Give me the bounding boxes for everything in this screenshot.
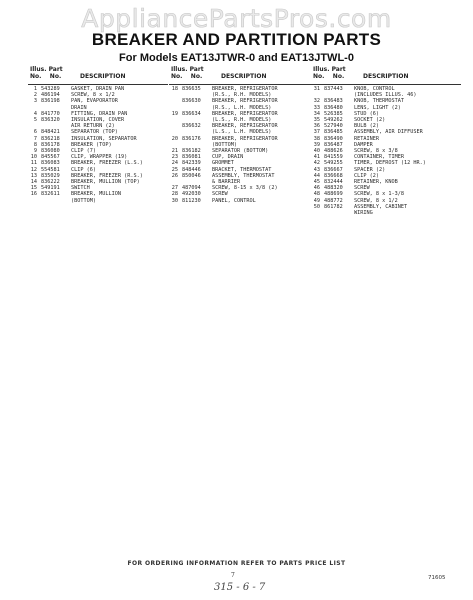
column-header [28, 64, 168, 84]
part-description: BREAKER, FREEZER (L.S.) [71, 160, 143, 167]
handwritten-note: 315 - 6 - 7 [214, 582, 266, 593]
parts-row [169, 198, 311, 204]
part-number: 549262 [324, 117, 343, 124]
part-number: 848421 [41, 129, 60, 136]
illus-part-label: Illus. Part [313, 66, 346, 73]
illus-number: 45 [313, 179, 320, 186]
illus-number: 38 [313, 135, 320, 142]
illus-part-label: Illus. Part [171, 66, 204, 73]
parts-column-1 [28, 64, 168, 204]
part-number [320, 210, 354, 216]
part-description: & BARRIER [212, 179, 241, 186]
illus-number: 49 [313, 197, 320, 204]
illus-number [28, 198, 37, 204]
part-description: SCREW, 8 x 1/2 [71, 92, 115, 99]
part-number: 836176 [182, 135, 201, 142]
illus-number: 46 [313, 185, 320, 192]
part-description: GROMMET [212, 160, 234, 167]
part-number: 836218 [41, 135, 60, 142]
part-description: RETAINER, KNOB [354, 179, 398, 186]
illus-number: 41 [313, 154, 320, 161]
description-label: DESCRIPTION [221, 73, 267, 80]
illus-number [311, 210, 320, 216]
illus-number: 42 [313, 160, 320, 167]
part-number: 487094 [182, 185, 201, 192]
part-number: 841770 [41, 110, 60, 117]
parts-list [28, 85, 168, 204]
description-label: DESCRIPTION [80, 73, 126, 80]
part-description: (L.S., L.H. MODELS) [212, 129, 272, 136]
illus-number: 15 [30, 185, 37, 192]
illus-number: 12 [30, 166, 37, 173]
part-description: ASSEMBLY, CABINET [354, 203, 408, 210]
part-number: 836634 [182, 110, 201, 117]
part-number: 837443 [324, 86, 343, 92]
part-number: 836182 [182, 148, 201, 155]
part-number: 836490 [324, 135, 343, 142]
part-description: AIR RETURN (2) [71, 123, 115, 130]
illus-number: 18 [171, 86, 178, 92]
part-number: 527940 [324, 123, 343, 130]
illus-number: 34 [313, 110, 320, 117]
part-description: BREAKER, MULLION [71, 191, 121, 198]
part-number: 850046 [182, 172, 201, 179]
part-number: 832444 [324, 179, 343, 186]
part-description: CLIP (6) [71, 166, 96, 173]
parts-row [28, 198, 168, 204]
illus-number: 1 [33, 86, 37, 92]
illus-number: 19 [171, 110, 178, 117]
part-description: BREAKER, REFRIGERATOR [212, 86, 278, 92]
part-number: 836081 [182, 154, 201, 161]
illus-number: 14 [30, 179, 37, 186]
part-description: (BOTTOM) [71, 197, 96, 204]
part-number: 488699 [324, 191, 343, 198]
part-number: 549255 [324, 160, 343, 167]
page-subtitle: For Models EAT13JTWR-0 and EAT13JTWL-0 [119, 52, 354, 64]
part-description: (L.S., R.H. MODELS) [212, 117, 272, 124]
illus-number: 31 [313, 86, 320, 92]
part-number: 836483 [324, 98, 343, 105]
part-description: RETAINER [354, 135, 379, 142]
illus-number: 35 [313, 117, 320, 124]
part-number: 836222 [41, 179, 60, 186]
illus-number: 44 [313, 172, 320, 179]
part-description: DAMPER [354, 141, 373, 148]
part-description: SCREW, 8 x 3/8 [354, 148, 398, 155]
part-number: 861782 [324, 203, 343, 210]
part-description: BREAKER, REFRIGERATOR [212, 98, 278, 105]
part-description: BREAKER, MULLION (TOP) [71, 179, 140, 186]
illus-number: 5 [33, 117, 37, 124]
part-description: SPACER (2) [354, 166, 386, 173]
ordering-note: FOR ORDERING INFORMATION REFER TO PARTS PRICE LIST [127, 560, 346, 567]
part-description: GASKET, DRAIN PAN [71, 86, 125, 92]
part-description: BREAKER, REFRIGERATOR [212, 135, 278, 142]
document-number: 71605 [428, 575, 446, 581]
illus-number: 36 [313, 123, 320, 130]
illus-number: 37 [313, 129, 320, 136]
part-description: BREAKER, FREEZER (R.S.) [71, 172, 143, 179]
part-number: 836080 [41, 148, 60, 155]
part-description: FITTING, DRAIN PAN [71, 110, 128, 117]
part-description: KNOB, CONTROL [354, 86, 395, 92]
part-number: 832611 [41, 191, 60, 198]
part-number: 836667 [324, 166, 343, 173]
watermark: AppliancePartsPros.com [81, 4, 392, 33]
part-number: 842339 [182, 160, 201, 167]
no-labels: No. No. [30, 73, 62, 80]
part-description: (R.S., R.H. MODELS) [212, 92, 272, 99]
part-description: INSULATION, SEPARATOR [71, 135, 137, 142]
part-description: SEPARATOR (TOP) [71, 129, 118, 136]
part-number [37, 198, 71, 204]
illus-number: 3 [33, 98, 37, 105]
parts-list [311, 85, 461, 216]
illus-number: 48 [313, 191, 320, 198]
part-number: 488626 [324, 148, 343, 155]
parts-list [169, 85, 311, 204]
part-number: 836198 [41, 98, 60, 105]
illus-number: 9 [33, 148, 37, 155]
part-description: LENS, LIGHT (2) [354, 104, 401, 111]
part-number: 811230 [182, 197, 201, 204]
part-description: DRAIN [71, 104, 87, 111]
part-description: BREAKER (TOP) [71, 141, 112, 148]
illus-number: 27 [171, 185, 178, 192]
part-number: 836487 [324, 141, 343, 148]
part-number: 835029 [41, 172, 60, 179]
part-description: SCREW, 8-15 x 3/8 (2) [212, 185, 278, 192]
illus-number: 8 [33, 141, 37, 148]
part-description: STUD (6) [354, 110, 379, 117]
part-number: 549191 [41, 185, 60, 192]
part-number: 836320 [41, 117, 60, 124]
illus-number: 11 [30, 160, 37, 167]
description-label: DESCRIPTION [363, 73, 409, 80]
illus-number: 23 [171, 154, 178, 161]
page-title: BREAKER AND PARTITION PARTS [91, 30, 382, 49]
part-description: WIRING [354, 210, 373, 217]
part-description: SCREW, 8 x 1/2 [354, 197, 398, 204]
part-number: 845567 [41, 154, 60, 161]
part-description: TIMER, DEFROST (12 HR.) [354, 160, 426, 167]
parts-column-3 [311, 64, 461, 216]
column-header [169, 64, 311, 84]
part-description: PANEL, CONTROL [212, 197, 256, 204]
illus-number: 13 [30, 172, 37, 179]
illus-number: 43 [313, 166, 320, 173]
part-description: SCREW, 8 x 1-3/8 [354, 191, 404, 198]
part-description: INSULATION, COVER [71, 117, 125, 124]
part-description: SCREW [354, 185, 370, 192]
no-labels: No. No. [171, 73, 203, 80]
part-description: BULB (2) [354, 123, 379, 130]
column-header [311, 64, 461, 84]
part-description: CUP, DRAIN [212, 154, 244, 161]
part-description: SOCKET (2) [354, 117, 386, 124]
illus-number: 4 [33, 110, 37, 117]
parts-row [311, 210, 461, 216]
part-number: 836668 [324, 172, 343, 179]
illus-number: 16 [30, 191, 37, 198]
part-number: 836635 [182, 86, 201, 92]
part-number: 488320 [324, 185, 343, 192]
part-description: ASSEMBLY, AIR DIFFUSER [354, 129, 423, 136]
illus-number: 21 [171, 148, 178, 155]
part-description: CONTAINER, TIMER [354, 154, 404, 161]
part-description: (R.S., L.H. MODELS) [212, 104, 272, 111]
part-number: 554581 [41, 166, 60, 173]
part-description: SWITCH [71, 185, 90, 192]
illus-number: 20 [171, 135, 178, 142]
part-description: PAN, EVAPORATOR [71, 98, 118, 105]
part-number: 836083 [41, 160, 60, 167]
part-number: 848446 [182, 166, 201, 173]
no-labels: No. No. [313, 73, 345, 80]
part-number: 836630 [182, 98, 201, 105]
page-number: 7 [231, 572, 235, 579]
part-number: 488772 [324, 197, 343, 204]
illus-number: 7 [33, 135, 37, 142]
illus-number: 26 [171, 172, 178, 179]
part-number: 492030 [182, 191, 201, 198]
illus-number: 6 [33, 129, 37, 136]
part-number: 543289 [41, 86, 60, 92]
part-number: 526385 [324, 110, 343, 117]
part-description: (INCLUDES ILLUS. 46) [354, 92, 417, 99]
illus-number: 50 [313, 203, 320, 210]
part-description: CLIP (7) [71, 148, 96, 155]
illus-number: 25 [171, 166, 178, 173]
illus-number: 33 [313, 104, 320, 111]
part-description: CLIP, WRAPPER (19) [71, 154, 128, 161]
illus-number: 10 [30, 154, 37, 161]
part-description: (BOTTOM) [212, 141, 237, 148]
illus-number: 40 [313, 148, 320, 155]
part-number: 836632 [182, 123, 201, 130]
illus-part-label: Illus. Part [30, 66, 63, 73]
part-description: KNOB, THERMOSTAT [354, 98, 404, 105]
part-number: 841559 [324, 154, 343, 161]
part-description: ASSEMBLY, THERMOSTAT [212, 172, 275, 179]
part-number: 836178 [41, 141, 60, 148]
part-description: BREAKER, REFRIGERATOR [212, 110, 278, 117]
illus-number: 39 [313, 141, 320, 148]
part-number: 836480 [324, 104, 343, 111]
illus-number: 30 [171, 197, 178, 204]
illus-number: 28 [171, 191, 178, 198]
part-description: SEPARATOR (BOTTOM) [212, 148, 269, 155]
illus-number: 32 [313, 98, 320, 105]
part-description: BRACKET, THERMOSTAT [212, 166, 272, 173]
illus-number: 2 [33, 92, 37, 99]
part-description: CLIP (2) [354, 172, 379, 179]
illus-number: 24 [171, 160, 178, 167]
part-description: BREAKER, REFRIGERATOR [212, 123, 278, 130]
parts-column-2 [169, 64, 311, 204]
part-number: 836485 [324, 129, 343, 136]
part-description: SCREW [212, 191, 228, 198]
part-number: 486194 [41, 92, 60, 99]
